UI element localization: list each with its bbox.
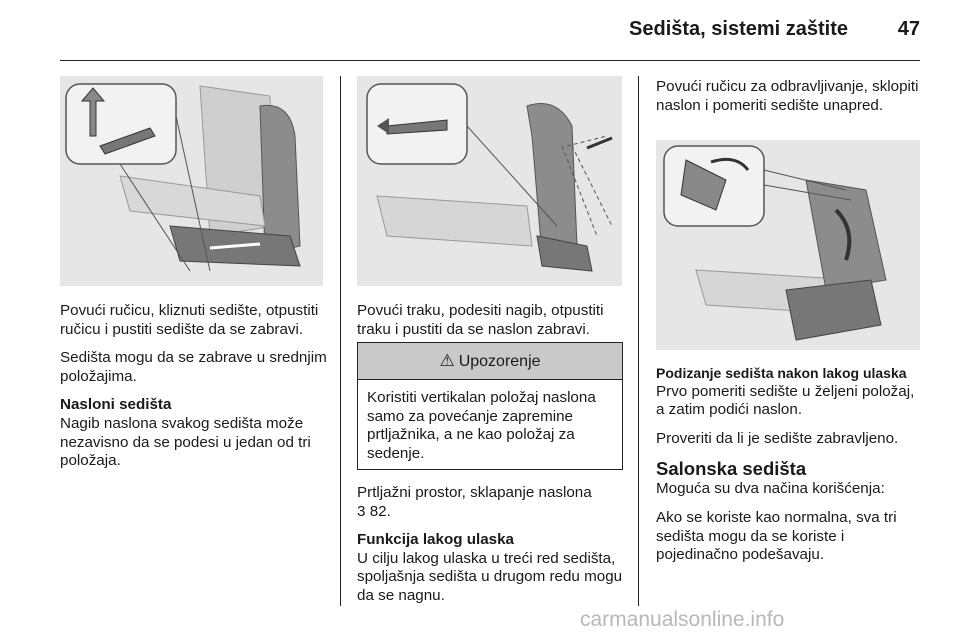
warning-title: Upozorenje [458, 353, 541, 370]
section-heading: Funkcija lakog ulaska [357, 531, 514, 549]
warning-triangle-icon: ⚠ [439, 351, 455, 370]
warning-box [357, 342, 623, 470]
column-middle-lower [357, 484, 629, 616]
arrow-ref-icon: 3 [357, 502, 366, 520]
paragraph: Povući traku, podesiti nagib, otpustiti traku i pustiti da se naslon zabravi. [357, 302, 604, 338]
seat-slide-illustration [60, 76, 323, 286]
paragraph [357, 484, 629, 521]
page-number: 47 [897, 18, 920, 40]
cross-reference-text: Prtljažni prostor, sklapanje naslona [357, 484, 592, 501]
warning-header [358, 343, 622, 380]
paragraph: Proveriti da li je sedište zabravljeno. [656, 429, 899, 447]
column-divider-1 [340, 76, 341, 606]
paragraph: Povući ručicu za odbravljivanje, sklopiti naslon i pomeriti sedište unapred. [656, 78, 919, 114]
backrest-recline-illustration [357, 76, 622, 286]
column-right-top [656, 78, 920, 125]
page-reference[interactable]: 82. [369, 502, 391, 520]
section-heading: Salonska sedišta [656, 458, 807, 480]
easy-entry-illustration [656, 140, 920, 350]
watermark: carmanualsonline.info [580, 608, 785, 631]
paragraph: Moguća su dva načina korišćenja: [656, 480, 885, 498]
paragraph: Povući ručicu, kliznuti sedište, otpustiti ručicu i pustiti sedište da se zabravi. [60, 302, 319, 338]
figure-caption: Podizanje sedišta nakon lakog ulaska [656, 365, 907, 381]
column-divider-2 [638, 76, 639, 606]
section-heading: Nasloni sedišta [60, 396, 172, 414]
page-header [0, 14, 960, 54]
paragraph: Prvo pomeriti sedište u željeni položaj, a zatim podići naslon. [656, 382, 915, 419]
warning-text: Koristiti vertikalan položaj naslona samo za povećanje zapremine prtljažnika, a ne kao položaj za sedenje. [367, 389, 596, 462]
paragraph: Sedišta mogu da se zabrave u srednjim položajima. [60, 349, 327, 385]
paragraph: U cilju lakog ulaska u treći red sedišta, spoljašnja sedišta u drugom redu mogu da se nagnu. [357, 549, 623, 604]
column-left [60, 302, 332, 481]
paragraph: Ako se koriste kao normalna, sva tri sedišta mogu da se koriste i pojedinačno podešavaju. [656, 508, 897, 564]
section-title: Sedišta, sistemi zaštite [629, 18, 848, 40]
paragraph: Nagib naslona svakog sedišta može nezavisno da se podesi u jedan od tri položaja. [60, 414, 311, 470]
header-rule [60, 60, 920, 61]
column-right [656, 364, 922, 575]
